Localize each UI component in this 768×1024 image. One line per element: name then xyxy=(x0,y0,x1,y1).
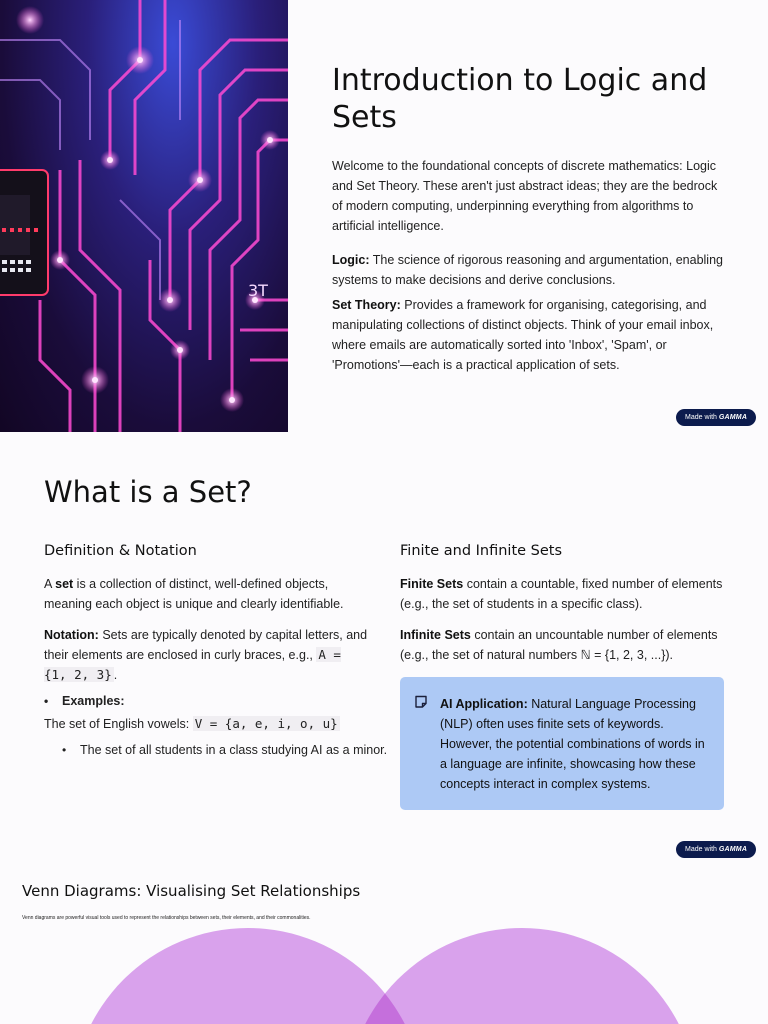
circuit-board-illustration xyxy=(0,0,288,432)
slide-what-is-a-set xyxy=(0,432,768,864)
hero-circuit-image xyxy=(0,0,288,432)
slide-venn-diagrams xyxy=(0,864,768,1024)
made-with-gamma-badge[interactable] xyxy=(676,841,756,858)
callout-body: Natural Language Processing (NLP) often uses finite sets of keywords. However, the potential combinations of words in a language are infinite, showcasing how these concepts interact in complex systems. xyxy=(440,697,705,791)
notation-end: . xyxy=(113,668,118,682)
finite-infinite-heading: Finite and Infinite Sets xyxy=(400,543,563,559)
logic-paragraph xyxy=(332,250,724,290)
section-title: What is a Set? xyxy=(44,475,252,509)
venn-title: Venn Diagrams: Visualising Set Relationships xyxy=(22,882,361,900)
definition-paragraph xyxy=(44,574,374,614)
vowels-text: The set of English vowels: xyxy=(44,717,193,731)
notation-label: Notation: xyxy=(44,628,99,642)
made-with-gamma-badge[interactable] xyxy=(676,409,756,426)
gamma-logo: GAMMA xyxy=(718,414,748,421)
definition-heading: Definition & Notation xyxy=(44,543,197,559)
notation-paragraph xyxy=(44,625,370,685)
finite-text: contain a countable, fixed number of elements (e.g., the set of students in a specific class). xyxy=(400,577,723,611)
set-theory-label: Set Theory: xyxy=(332,298,401,312)
logic-text: The science of rigorous reasoning and argumentation, enabling systems to make decisions and derive conclusions. xyxy=(332,253,723,287)
examples-label: Examples: xyxy=(62,694,125,708)
bullet-dot: • xyxy=(62,743,67,757)
callout-text xyxy=(440,694,710,794)
page-title: Introduction to Logic and Sets xyxy=(332,63,708,135)
finite-sets-paragraph xyxy=(400,574,726,614)
definition-term: set xyxy=(55,577,74,591)
badge-prefix: Made with xyxy=(685,414,719,421)
definition-pre: A xyxy=(44,577,56,591)
gamma-logo: GAMMA xyxy=(718,846,748,853)
venn-subtitle: Venn diagrams are powerful visual tools used to represent the relationships between sets, their elements, and their commonalities. xyxy=(22,915,311,921)
set-theory-text: Provides a framework for organising, categorising, and manipulating collections of distinct objects. Think of your email inbox, where emails are automatically sorted into 'Inbox', 'Spam', or 'Promotions'—each is a practical application of sets. xyxy=(332,298,714,372)
infinite-sets-paragraph xyxy=(400,625,726,665)
infinite-label: Infinite Sets xyxy=(400,628,471,642)
venn-set-a xyxy=(72,928,424,1024)
notation-text: Sets are typically denoted by capital letters, and their elements are enclosed in curly braces, e.g., xyxy=(44,628,368,662)
notation-code: A = {1, 2, 3} xyxy=(44,647,341,682)
venn-diagram xyxy=(0,924,768,1024)
students-text: The set of all students in a class studying AI as a minor. xyxy=(80,743,388,757)
logic-label: Logic: xyxy=(332,253,370,267)
note-icon xyxy=(414,695,428,709)
slide-intro xyxy=(0,0,768,432)
vowels-example xyxy=(44,714,374,734)
infinite-text: contain an uncountable number of elements (e.g., the set of natural numbers ℕ = {1, 2, 3, ...}). xyxy=(400,628,718,662)
venn-set-b xyxy=(346,928,698,1024)
set-theory-paragraph xyxy=(332,295,724,375)
callout-label: AI Application: xyxy=(440,697,528,711)
intro-paragraph: Welcome to the foundational concepts of discrete mathematics: Logic and Set Theory. These aren't just abstract ideas; they are the bedrock of modern computing, underpinning everything from algorithms to artificial intelligence. xyxy=(332,159,718,233)
badge-prefix: Made with xyxy=(685,846,719,853)
bullet-dot: • xyxy=(44,694,49,708)
chip-marking: 3T xyxy=(248,281,268,300)
definition-post: is a collection of distinct, well-defined objects, meaning each object is unique and clearly identifiable. xyxy=(44,577,344,611)
finite-label: Finite Sets xyxy=(400,577,464,591)
chip-icon xyxy=(0,170,48,295)
vowels-code: V = {a, e, i, o, u} xyxy=(194,716,338,731)
ai-application-callout xyxy=(400,677,724,810)
